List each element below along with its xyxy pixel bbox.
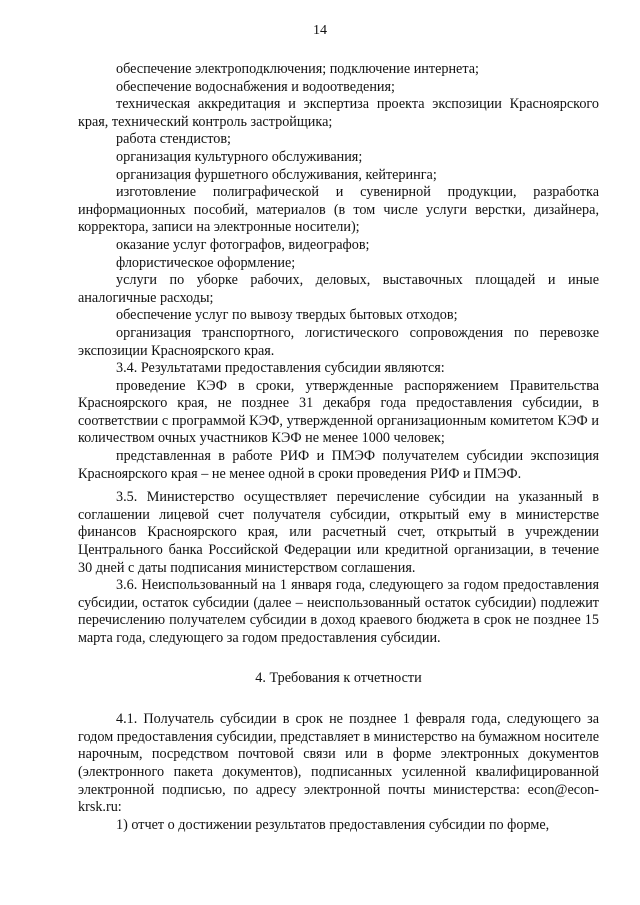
paragraph: работа стендистов; (116, 131, 231, 148)
paragraph: обеспечение водоснабжения и водоотведения; (116, 78, 395, 95)
paragraph: обеспечение услуг по вывозу твердых бытовых отходов; (116, 307, 458, 324)
paragraph: 1) отчет о достижении результатов предоставления субсидии по форме, (116, 816, 550, 833)
page-number: 14 (313, 23, 327, 38)
paragraph: оказание услуг фотографов, видеографов; (116, 236, 370, 253)
paragraph: 3.5. Министерство осуществляет перечисление субсидии на указанный в соглашении лицевой счет получателя субсидии, открытый ему в министерстве финансов Красноярского края, или расчетный счет, открытый в учреждении Центрального банка Российской Федерации или кредитной организации, в течение 30 дней с даты подписания министерством соглашения. (78, 489, 599, 576)
section-spacer (78, 648, 599, 670)
paragraph: организация фуршетного обслуживания, кейтеринга; (116, 166, 437, 183)
paragraph: услуги по уборке рабочих, деловых, выставочных площадей и иные аналогичные расходы; (78, 272, 599, 306)
section-spacer (78, 687, 599, 711)
document-body (78, 61, 599, 834)
paragraph: организация культурного обслуживания; (116, 148, 363, 165)
paragraph: техническая аккредитация и экспертиза проекта экспозиции Красноярского края, технический контроль застройщика; (78, 96, 599, 130)
paragraph: представленная в работе РИФ и ПМЭФ получателем субсидии экспозиция Красноярского края – не менее одной в сроки проведения РИФ и ПМЭФ. (78, 448, 599, 482)
paragraph: 4.1. Получатель субсидии в срок не позднее 1 февраля года, следующего за годом предоставления субсидии, представляет в министерство на бумажном носителе нарочным, посредством почтовой связи или в форме электронных документов (электронного пакета документов), подписанных усиленной квалифицированной электронной подписью, по адресу электронной почты министерства: econ@econ-krsk.ru: (78, 711, 599, 816)
paragraph: изготовление полиграфической и сувенирной продукции, разработка информационных пособий, материалов (в том числе услуги верстки, дизайнера, корректора, записи на электронные носители); (78, 184, 599, 236)
paragraph: 3.4. Результатами предоставления субсидии являются: (116, 360, 445, 377)
paragraph: флористическое оформление; (116, 254, 296, 271)
paragraph: организация транспортного, логистического сопровождения по перевозке экспозиции Красноярского края. (78, 324, 599, 359)
paragraph: 3.6. Неиспользованный на 1 января года, следующего за годом предоставления субсидии, остаток субсидии (далее – неиспользованный остаток субсидии) подлежит перечислению получателем субсидии в доход краевого бюджета в срок не позднее 15 марта года, следующего за годом предоставления субсидии. (78, 577, 599, 646)
section-heading: 4. Требования к отчетности (255, 669, 422, 686)
paragraph: обеспечение электроподключения; подключение интернета; (116, 61, 479, 77)
paragraph: проведение КЭФ в сроки, утвержденные распоряжением Правительства Красноярского края, не позднее 31 декабря года предоставления субсидии, в соответствии с программой КЭФ, утвержденной организационным комитетом КЭФ и количеством очных участников КЭФ не менее 1000 человек; (78, 377, 599, 447)
